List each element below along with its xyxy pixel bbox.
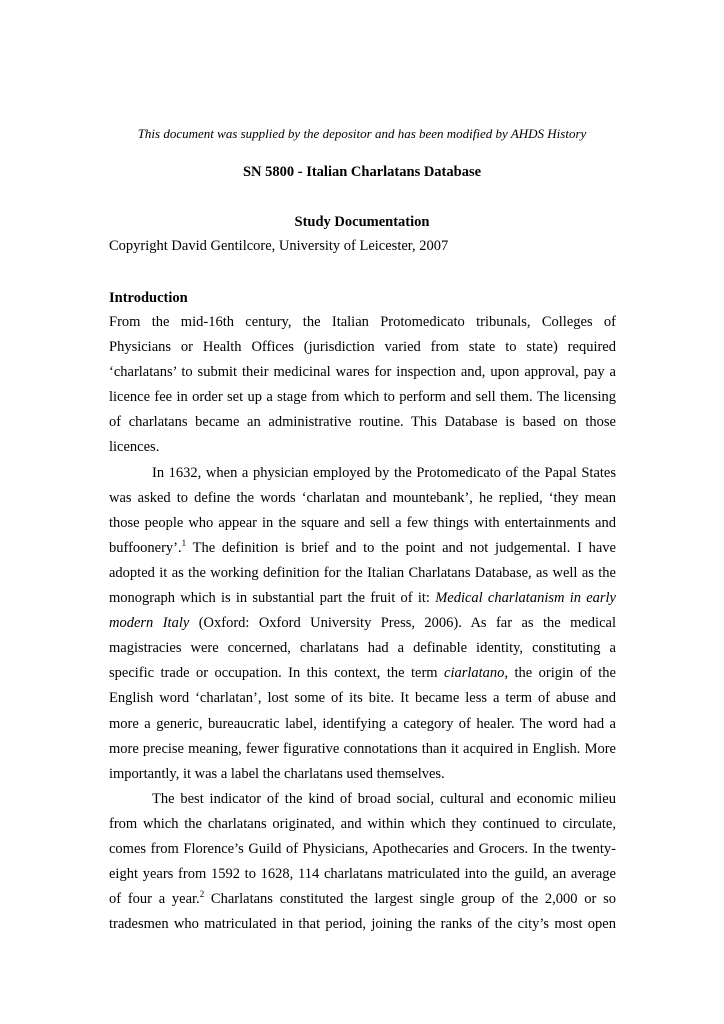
- text-line: importantly, it was a label the charlatans used themselves.: [109, 765, 445, 782]
- paragraph-1: [109, 310, 616, 461]
- text-line: [109, 586, 616, 611]
- text-line: Physicians or Health Offices (jurisdiction varied from state to state) required: [109, 339, 616, 356]
- text-line: those people who appear in the square and sell a few things with entertainments and: [109, 514, 616, 531]
- footnote-ref-2: 2: [199, 889, 205, 900]
- text-line: In 1632, when a physician employed by the Protomedicato of the Papal States: [152, 464, 616, 481]
- text-line: licences.: [109, 439, 160, 456]
- text-segment: , the origin of the: [504, 665, 616, 682]
- text-line: English word ‘charlatan’, lost some of its bite. It became less a term of abuse and: [109, 690, 616, 707]
- document-subtitle: Study Documentation: [294, 214, 430, 230]
- text-line: From the mid-16th century, the Italian Protomedicato tribunals, Colleges of: [109, 314, 616, 330]
- text-line: of charlatans became an administrative routine. This Database is based on those: [109, 414, 616, 431]
- book-title: modern Italy: [109, 615, 190, 632]
- depositor-notice: This document was supplied by the depositor and has been modified by AHDS History: [137, 126, 587, 141]
- text-line: [109, 611, 616, 636]
- text-line: more precise meaning, fewer figurative connotations than it acquired in English. More: [109, 740, 616, 757]
- text-segment: The definition is brief and to the point and not judgemental. I have: [186, 539, 616, 556]
- text-line: was asked to define the words ‘charlatan and mountebank’, he replied, ‘they mean: [109, 489, 616, 506]
- text-line: eight years from 1592 to 1628, 114 charlatans matriculated into the guild, an average: [109, 866, 616, 883]
- text-segment: monograph which is in substantial part the fruit of it:: [109, 590, 436, 607]
- text-line: comes from Florence’s Guild of Physicians, Apothecaries and Grocers. In the twenty-: [109, 840, 616, 857]
- copyright-line: Copyright David Gentilcore, University of Leicester, 2007: [109, 238, 449, 254]
- text-line: licence fee in order set up a stage from which to perform and sell them. The licensing: [109, 389, 616, 406]
- text-line: [109, 536, 616, 561]
- text-line: magistracies were concerned, charlatans had a definable identity, constituting a: [109, 640, 616, 657]
- paragraph-2: [109, 461, 616, 787]
- text-segment: buffoonery’.: [109, 539, 182, 556]
- body-text: [109, 310, 616, 937]
- paragraph-3: [109, 787, 616, 938]
- text-segment: (Oxford: Oxford University Press, 2006). As far as the medical: [189, 615, 616, 632]
- text-segment: of four a year.: [109, 891, 200, 908]
- text-line: from which the charlatans originated, and within which they continued to circulate,: [109, 815, 616, 832]
- text-line: [109, 661, 616, 686]
- footnote-ref-1: 1: [181, 537, 187, 548]
- text-segment: specific trade or occupation. In this context, the term: [109, 665, 445, 682]
- text-line: tradesmen who matriculated in that period, joining the ranks of the city’s most open: [109, 916, 616, 933]
- text-line: ‘charlatans’ to submit their medicinal wares for inspection and, upon approval, pay a: [109, 364, 616, 381]
- section-heading-introduction: Introduction: [109, 290, 188, 306]
- text-line: The best indicator of the kind of broad social, cultural and economic milieu: [152, 790, 616, 807]
- document-title: SN 5800 - Italian Charlatans Database: [242, 164, 482, 180]
- text-line: [109, 887, 616, 912]
- text-line: more a generic, bureaucratic label, identifying a category of healer. The word had a: [109, 715, 616, 732]
- italic-term: ciarlatano: [444, 665, 505, 682]
- book-title: Medical charlatanism in early: [435, 590, 616, 607]
- text-line: adopted it as the working definition for the Italian Charlatans Database, as well as the: [109, 564, 616, 581]
- text-segment: Charlatans constituted the largest single group of the 2,000 or so: [204, 891, 616, 908]
